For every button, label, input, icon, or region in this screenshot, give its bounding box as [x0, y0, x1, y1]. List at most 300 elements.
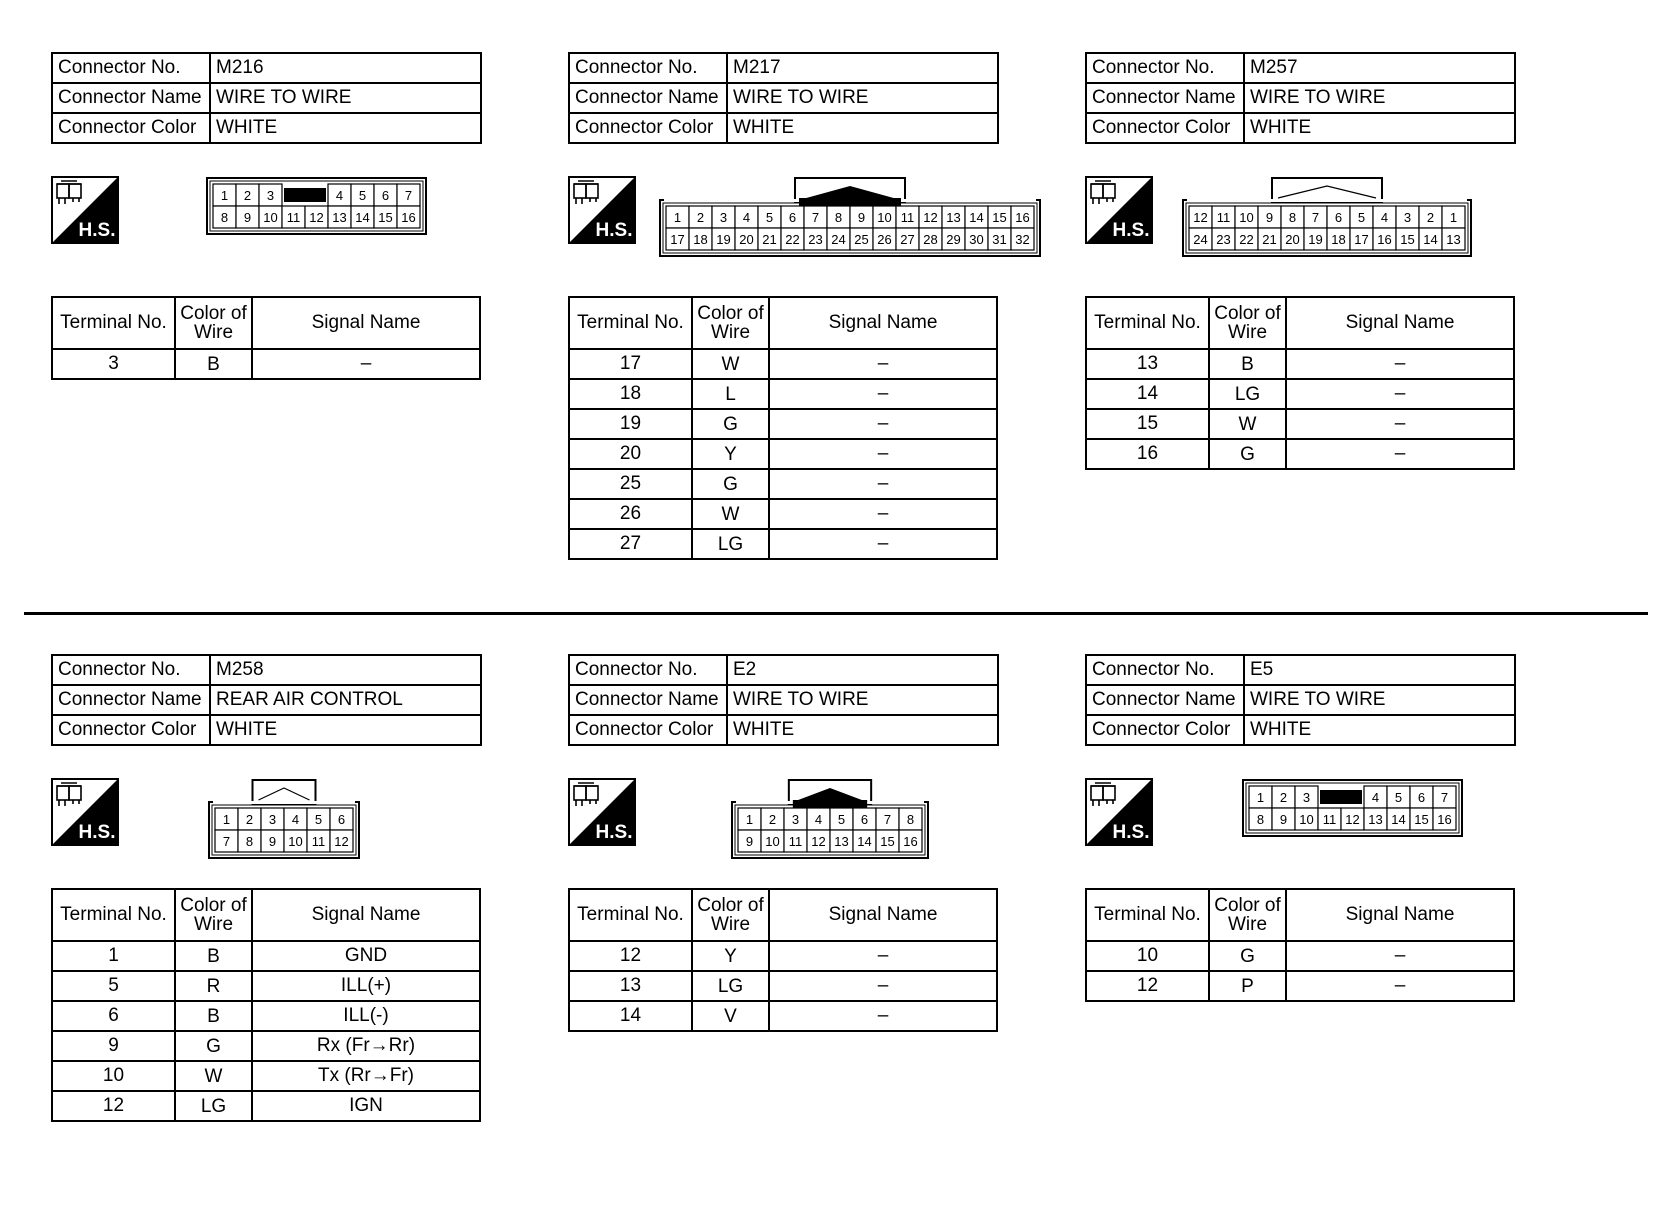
pin-label: 1 — [745, 812, 754, 827]
terminal-no-cell: 5 — [52, 971, 175, 1001]
table-row — [569, 349, 997, 379]
connector-color-label: Connector Color — [569, 715, 727, 745]
connector-no-value: M217 — [727, 53, 998, 83]
wire-color-cell: LG — [1209, 379, 1286, 409]
pin-label: 3 — [268, 812, 277, 827]
pin-label: 3 — [1403, 210, 1412, 225]
pin-label: 2 — [1279, 790, 1288, 805]
wire-color-cell: W — [1209, 409, 1286, 439]
connector-panel-e5 — [1085, 654, 1555, 1134]
wire-color-cell: B — [175, 1001, 252, 1031]
terminal-table — [51, 888, 481, 1122]
terminal-table — [1085, 296, 1515, 470]
connector-no-value: M216 — [210, 53, 481, 83]
terminal-no-cell: 16 — [1086, 439, 1209, 469]
pin-label: 10 — [288, 834, 303, 849]
connector-panel-e2 — [568, 654, 1038, 1134]
wire-color-cell: L — [692, 379, 769, 409]
pin-label: 2 — [1426, 210, 1435, 225]
pin-label: 3 — [791, 812, 800, 827]
signal-name-header: Signal Name — [252, 297, 480, 349]
pin-label: 16 — [1437, 812, 1452, 827]
pin-label: 22 — [1239, 232, 1254, 247]
connector-color-label: Connector Color — [52, 715, 210, 745]
connector-info-table — [51, 52, 482, 144]
table-row — [52, 1091, 480, 1121]
wire-color-cell: G — [1209, 941, 1286, 971]
key-block — [284, 188, 326, 202]
harness-side-icon — [1085, 778, 1153, 846]
pin-label: 10 — [263, 210, 278, 225]
pin-label: 5 — [358, 188, 367, 203]
pin-label: 21 — [762, 232, 777, 247]
wire-color-cell: G — [1209, 439, 1286, 469]
terminal-table-header — [1086, 889, 1514, 941]
terminal-table-header — [52, 297, 480, 349]
wire-color-cell: Y — [692, 941, 769, 971]
terminal-no-cell: 9 — [52, 1031, 175, 1061]
pin-label: 12 — [1193, 210, 1208, 225]
connector-panel-m217 — [568, 52, 1038, 555]
signal-name-cell: – — [769, 439, 997, 469]
connector-color-label: Connector Color — [569, 113, 727, 143]
pin-label: 6 — [337, 812, 346, 827]
harness-side-icon — [51, 778, 119, 846]
wire-color-header — [175, 889, 252, 941]
wire-color-header-line2: Wire — [193, 914, 234, 935]
wire-color-header-line1: Color of — [1214, 895, 1281, 916]
pin-label: 30 — [969, 232, 984, 247]
pin-label: 14 — [857, 834, 872, 849]
terminal-no-header: Terminal No. — [569, 297, 692, 349]
connector-name-value: WIRE TO WIRE — [727, 83, 998, 113]
connector-face-diagram — [207, 778, 361, 865]
pin-label: 7 — [1440, 790, 1449, 805]
pin-label: 26 — [877, 232, 892, 247]
terminal-no-cell: 19 — [569, 409, 692, 439]
pin-label: 2 — [245, 812, 254, 827]
connector-color-value: WHITE — [1244, 715, 1515, 745]
pin-label: 11 — [788, 834, 803, 849]
harness-side-icon — [1085, 176, 1153, 244]
connector-face-diagram — [658, 176, 1042, 263]
hs-label: H.S. — [1112, 822, 1150, 843]
pin-label: 24 — [831, 232, 846, 247]
table-row — [569, 941, 997, 971]
hs-label: H.S. — [78, 822, 116, 843]
pin-label: 31 — [992, 232, 1007, 247]
pin-label: 32 — [1015, 232, 1030, 247]
wire-color-cell: B — [175, 349, 252, 379]
signal-name-cell: GND — [252, 941, 480, 971]
terminal-no-cell: 20 — [569, 439, 692, 469]
pin-label: 7 — [404, 188, 413, 203]
signal-name-header: Signal Name — [769, 297, 997, 349]
connector-no-label: Connector No. — [1086, 53, 1244, 83]
terminal-table-header — [569, 297, 997, 349]
pin-label: 10 — [877, 210, 892, 225]
signal-name-cell: – — [1286, 941, 1514, 971]
wire-color-cell: B — [175, 941, 252, 971]
pin-label: 3 — [266, 188, 275, 203]
wire-color-header-line2: Wire — [193, 322, 234, 343]
connector-no-label: Connector No. — [569, 655, 727, 685]
terminal-no-header: Terminal No. — [52, 889, 175, 941]
pin-label: 12 — [309, 210, 324, 225]
terminal-no-cell: 6 — [52, 1001, 175, 1031]
pin-label: 8 — [1256, 812, 1265, 827]
connector-face-diagram — [1241, 778, 1464, 843]
pin-label: 12 — [811, 834, 826, 849]
connector-face-diagram — [730, 778, 930, 865]
pin-label: 21 — [1262, 232, 1277, 247]
section-divider — [24, 612, 1648, 615]
terminal-no-cell: 25 — [569, 469, 692, 499]
table-row — [52, 1061, 480, 1091]
signal-name-cell: – — [769, 349, 997, 379]
terminal-no-header: Terminal No. — [1086, 889, 1209, 941]
wire-color-cell: G — [692, 409, 769, 439]
pin-label: 15 — [1400, 232, 1415, 247]
pin-label: 5 — [314, 812, 323, 827]
pin-label: 9 — [1279, 812, 1288, 827]
pin-label: 4 — [291, 812, 300, 827]
connector-color-label: Connector Color — [52, 113, 210, 143]
wire-color-header-line2: Wire — [1227, 914, 1268, 935]
pin-label: 6 — [788, 210, 797, 225]
pin-label: 11 — [1216, 210, 1231, 225]
pin-label: 11 — [286, 210, 301, 225]
pin-label: 19 — [1308, 232, 1323, 247]
terminal-no-cell: 12 — [1086, 971, 1209, 1001]
pin-label: 18 — [1331, 232, 1346, 247]
wire-color-cell: LG — [692, 529, 769, 559]
table-row — [52, 1031, 480, 1061]
terminal-no-cell: 10 — [1086, 941, 1209, 971]
wire-color-header-line2: Wire — [710, 322, 751, 343]
pin-label: 14 — [969, 210, 984, 225]
connector-name-label: Connector Name — [569, 83, 727, 113]
pin-label: 11 — [900, 210, 915, 225]
pin-label: 28 — [923, 232, 938, 247]
connector-name-label: Connector Name — [52, 685, 210, 715]
connector-name-value: REAR AIR CONTROL — [210, 685, 481, 715]
connector-face-diagram — [1181, 176, 1473, 263]
terminal-no-header: Terminal No. — [1086, 297, 1209, 349]
terminal-no-cell: 27 — [569, 529, 692, 559]
pin-label: 16 — [401, 210, 416, 225]
terminal-no-cell: 13 — [569, 971, 692, 1001]
terminal-table-header — [569, 889, 997, 941]
terminal-no-header: Terminal No. — [569, 889, 692, 941]
pin-label: 12 — [334, 834, 349, 849]
pin-label: 23 — [1216, 232, 1231, 247]
terminal-table-header — [1086, 297, 1514, 349]
pin-label: 23 — [808, 232, 823, 247]
pin-label: 8 — [245, 834, 254, 849]
connector-no-value: E5 — [1244, 655, 1515, 685]
hs-label: H.S. — [595, 220, 633, 241]
pin-label: 5 — [837, 812, 846, 827]
pin-label: 4 — [335, 188, 344, 203]
signal-name-cell: – — [1286, 439, 1514, 469]
signal-name-cell: – — [769, 469, 997, 499]
terminal-no-cell: 26 — [569, 499, 692, 529]
signal-name-cell: – — [769, 499, 997, 529]
wire-color-cell: LG — [692, 971, 769, 1001]
pin-label: 10 — [765, 834, 780, 849]
signal-name-cell: – — [769, 529, 997, 559]
harness-side-icon — [568, 176, 636, 244]
pin-label: 13 — [1446, 232, 1461, 247]
table-row — [52, 1001, 480, 1031]
terminal-table — [51, 296, 481, 380]
pin-label: 10 — [1299, 812, 1314, 827]
pin-label: 2 — [768, 812, 777, 827]
pin-label: 10 — [1239, 210, 1254, 225]
pin-label: 5 — [1394, 790, 1403, 805]
pin-label: 16 — [1377, 232, 1392, 247]
pin-label: 6 — [381, 188, 390, 203]
wire-color-cell: W — [175, 1061, 252, 1091]
connector-info-table — [568, 654, 999, 746]
connector-name-label: Connector Name — [1086, 83, 1244, 113]
wire-color-header — [692, 297, 769, 349]
pin-label: 1 — [220, 188, 229, 203]
pin-label: 25 — [854, 232, 869, 247]
terminal-table-header — [52, 889, 480, 941]
pin-label: 4 — [814, 812, 823, 827]
pin-label: 8 — [220, 210, 229, 225]
terminal-table — [568, 296, 998, 560]
table-row — [52, 349, 480, 379]
table-row — [569, 499, 997, 529]
connector-name-value: WIRE TO WIRE — [1244, 83, 1515, 113]
connector-panel-m216 — [51, 52, 521, 532]
connector-color-value: WHITE — [1244, 113, 1515, 143]
table-row — [1086, 971, 1514, 1001]
signal-name-cell: – — [252, 349, 480, 379]
pin-label: 20 — [1285, 232, 1300, 247]
pin-label: 4 — [742, 210, 751, 225]
terminal-no-cell: 12 — [52, 1091, 175, 1121]
pin-label: 24 — [1193, 232, 1208, 247]
connector-info-table — [51, 654, 482, 746]
pin-label: 16 — [1015, 210, 1030, 225]
table-row — [569, 409, 997, 439]
table-row — [1086, 379, 1514, 409]
pin-label: 1 — [222, 812, 231, 827]
pin-label: 2 — [243, 188, 252, 203]
wire-color-cell: B — [1209, 349, 1286, 379]
wire-color-header — [692, 889, 769, 941]
table-row — [569, 1001, 997, 1031]
pin-label: 2 — [696, 210, 705, 225]
signal-name-cell: – — [769, 409, 997, 439]
pin-label: 15 — [880, 834, 895, 849]
signal-name-cell: ILL(+) — [252, 971, 480, 1001]
pin-label: 18 — [693, 232, 708, 247]
hs-label: H.S. — [595, 822, 633, 843]
connector-no-label: Connector No. — [569, 53, 727, 83]
hs-label: H.S. — [1112, 220, 1150, 241]
pin-label: 12 — [923, 210, 938, 225]
pin-label: 9 — [1265, 210, 1274, 225]
wire-color-header-line2: Wire — [710, 914, 751, 935]
table-row — [569, 379, 997, 409]
connector-name-label: Connector Name — [1086, 685, 1244, 715]
signal-name-cell: – — [1286, 349, 1514, 379]
signal-name-header: Signal Name — [1286, 297, 1514, 349]
signal-name-header: Signal Name — [769, 889, 997, 941]
wire-color-header-line1: Color of — [1214, 303, 1281, 324]
pin-label: 8 — [906, 812, 915, 827]
connector-name-value: WIRE TO WIRE — [727, 685, 998, 715]
pin-label: 8 — [834, 210, 843, 225]
pin-label: 3 — [719, 210, 728, 225]
terminal-no-cell: 15 — [1086, 409, 1209, 439]
pin-label: 1 — [1256, 790, 1265, 805]
wire-color-cell: G — [175, 1031, 252, 1061]
terminal-no-cell: 12 — [569, 941, 692, 971]
pin-label: 7 — [811, 210, 820, 225]
harness-side-icon — [568, 778, 636, 846]
pin-label: 9 — [268, 834, 277, 849]
pin-label: 15 — [1414, 812, 1429, 827]
connector-no-label: Connector No. — [52, 53, 210, 83]
pin-label: 13 — [332, 210, 347, 225]
connector-panel-m258 — [51, 654, 521, 1134]
pin-label: 29 — [946, 232, 961, 247]
connector-color-value: WHITE — [727, 715, 998, 745]
wire-color-cell: V — [692, 1001, 769, 1031]
pin-label: 1 — [1449, 210, 1458, 225]
pin-label: 15 — [992, 210, 1007, 225]
wire-color-header — [175, 297, 252, 349]
table-row — [1086, 349, 1514, 379]
connector-no-label: Connector No. — [1086, 655, 1244, 685]
pin-label: 7 — [883, 812, 892, 827]
pin-label: 11 — [1322, 812, 1337, 827]
signal-name-cell: – — [1286, 379, 1514, 409]
connector-color-value: WHITE — [727, 113, 998, 143]
pin-label: 22 — [785, 232, 800, 247]
pin-label: 1 — [673, 210, 682, 225]
table-row — [1086, 941, 1514, 971]
terminal-no-cell: 17 — [569, 349, 692, 379]
pin-label: 19 — [716, 232, 731, 247]
pin-label: 4 — [1371, 790, 1380, 805]
wire-color-cell: Y — [692, 439, 769, 469]
wire-color-header-line1: Color of — [180, 895, 247, 916]
pin-label: 11 — [311, 834, 326, 849]
terminal-no-cell: 18 — [569, 379, 692, 409]
signal-name-header: Signal Name — [252, 889, 480, 941]
terminal-no-cell: 13 — [1086, 349, 1209, 379]
table-row — [569, 469, 997, 499]
wire-color-header-line1: Color of — [697, 303, 764, 324]
terminal-no-cell: 10 — [52, 1061, 175, 1091]
pin-label: 17 — [1354, 232, 1369, 247]
signal-name-cell: – — [1286, 409, 1514, 439]
signal-name-cell: Tx (Rr→Fr) — [252, 1061, 480, 1091]
table-row — [569, 529, 997, 559]
connector-info-table — [1085, 654, 1516, 746]
terminal-table — [1085, 888, 1515, 1002]
pin-label: 5 — [765, 210, 774, 225]
key-block — [1320, 790, 1362, 804]
wire-color-cell: G — [692, 469, 769, 499]
wire-color-header-line1: Color of — [180, 303, 247, 324]
signal-name-cell: – — [769, 971, 997, 1001]
terminal-no-cell: 14 — [1086, 379, 1209, 409]
connector-info-table — [568, 52, 999, 144]
terminal-no-cell: 3 — [52, 349, 175, 379]
signal-name-cell: – — [769, 379, 997, 409]
pin-label: 15 — [378, 210, 393, 225]
pin-label: 13 — [834, 834, 849, 849]
table-row — [52, 941, 480, 971]
wire-color-cell: LG — [175, 1091, 252, 1121]
wire-color-header-line1: Color of — [697, 895, 764, 916]
wire-color-cell: W — [692, 349, 769, 379]
terminal-no-header: Terminal No. — [52, 297, 175, 349]
wire-color-header-line2: Wire — [1227, 322, 1268, 343]
pin-label: 17 — [670, 232, 685, 247]
wire-color-cell: R — [175, 971, 252, 1001]
connector-no-value: E2 — [727, 655, 998, 685]
wire-color-header — [1209, 297, 1286, 349]
pin-label: 6 — [1334, 210, 1343, 225]
pin-label: 9 — [243, 210, 252, 225]
wire-color-header — [1209, 889, 1286, 941]
terminal-no-cell: 14 — [569, 1001, 692, 1031]
pin-label: 14 — [1423, 232, 1438, 247]
signal-name-cell: Rx (Fr→Rr) — [252, 1031, 480, 1061]
connector-no-value: M258 — [210, 655, 481, 685]
pin-label: 14 — [355, 210, 370, 225]
table-row — [1086, 409, 1514, 439]
connector-color-label: Connector Color — [1086, 113, 1244, 143]
table-row — [569, 971, 997, 1001]
pin-label: 13 — [946, 210, 961, 225]
connector-name-label: Connector Name — [569, 685, 727, 715]
pin-label: 5 — [1357, 210, 1366, 225]
pin-label: 16 — [903, 834, 918, 849]
hs-label: H.S. — [78, 220, 116, 241]
signal-name-cell: IGN — [252, 1091, 480, 1121]
table-row — [1086, 439, 1514, 469]
pin-label: 9 — [857, 210, 866, 225]
signal-name-header: Signal Name — [1286, 889, 1514, 941]
connector-panel-m257 — [1085, 52, 1555, 532]
pin-label: 3 — [1302, 790, 1311, 805]
connector-color-label: Connector Color — [1086, 715, 1244, 745]
table-row — [52, 971, 480, 1001]
signal-name-cell: – — [769, 941, 997, 971]
connector-no-value: M257 — [1244, 53, 1515, 83]
connector-name-value: WIRE TO WIRE — [1244, 685, 1515, 715]
pin-label: 4 — [1380, 210, 1389, 225]
pin-label: 8 — [1288, 210, 1297, 225]
pin-label: 13 — [1368, 812, 1383, 827]
pin-label: 14 — [1391, 812, 1406, 827]
wire-color-cell: P — [1209, 971, 1286, 1001]
pin-label: 9 — [745, 834, 754, 849]
signal-name-cell: – — [1286, 971, 1514, 1001]
connector-color-value: WHITE — [210, 715, 481, 745]
pin-label: 20 — [739, 232, 754, 247]
